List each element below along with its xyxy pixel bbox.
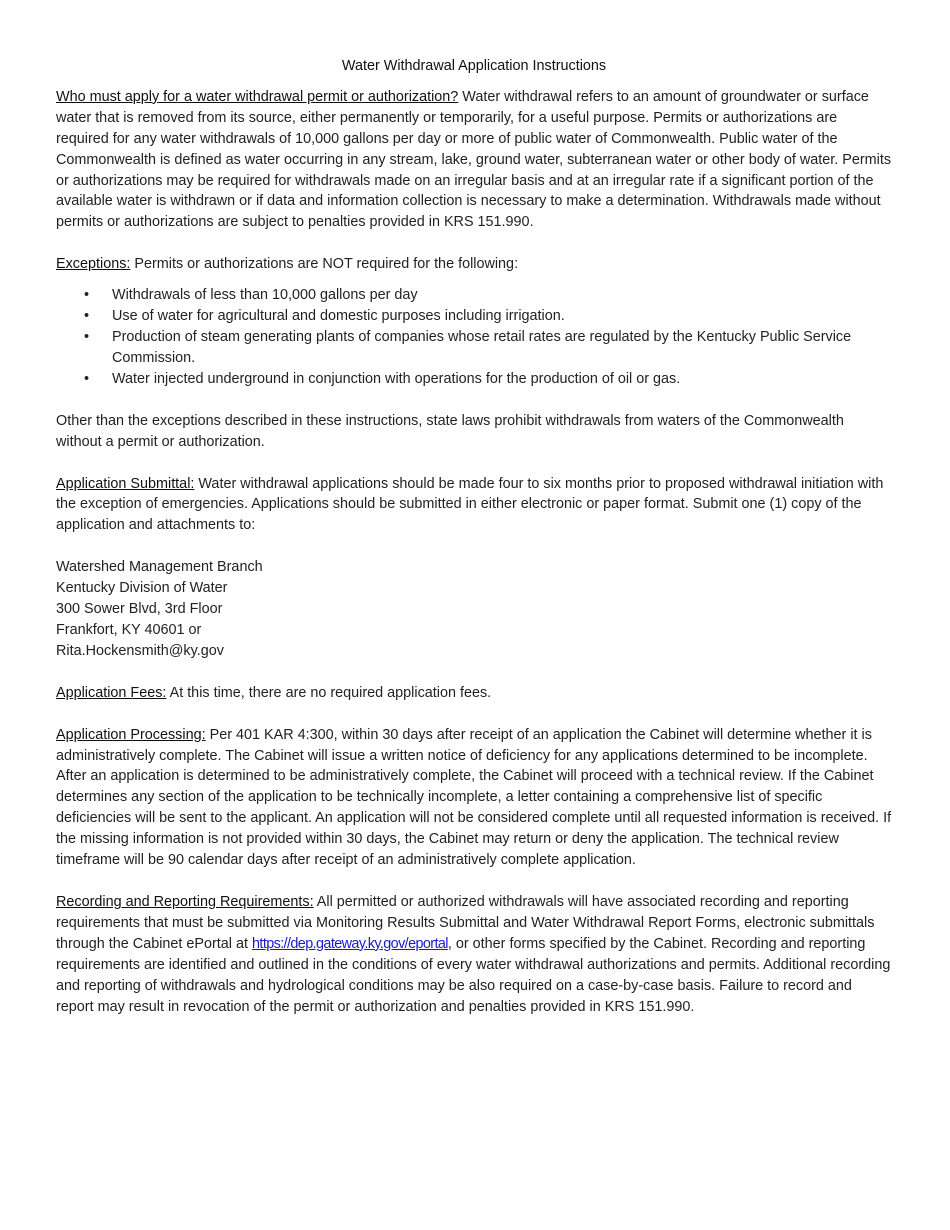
who-must-apply-body: Water withdrawal refers to an amount of groundwater or surface water that is removed from its source, either permanently or temporarily, for a useful purpose. Permits or authorizations are required for any water withdrawals of 10,000 gallons per day or more of public water of Commonwealth. Public water of the Commonwealth is defined as water occurring in any stream, lake, ground water, subterranean water or other body of water. Permits or authorizations may be required for withdrawals made on an irregular basis and at an irregular rate if a significant portion of the available water is withdrawn or if data and information collection is necessary to make a determination. Withdrawals made without permits or authorizations are subject to penalties provided in KRS 151.990. xyxy=(56,88,892,231)
mailing-address xyxy=(56,557,892,662)
address-city: Frankfort, KY 40601 or xyxy=(56,621,202,638)
address-street: 300 Sower Blvd, 3rd Floor xyxy=(56,601,223,618)
fees-paragraph xyxy=(56,683,892,704)
list-item xyxy=(56,369,892,390)
submittal-paragraph xyxy=(56,474,892,537)
recording-body-end: , or other forms specified by the Cabinet. Recording and reporting requirements are identified and outlined in the conditions of every water withdrawal authorizations and permits. Additional recording and reporting of withdrawals and hydrological conditions may be also required on a case-by-case basis. Failure to record and report may result in revocation of the permit or authorization and penalties provided in KRS 151.990. xyxy=(56,935,891,1015)
list-item-text: Water injected underground in conjunction with operations for the production of oil or gas. xyxy=(112,370,681,387)
eportal-link[interactable]: https://dep.gateway.ky.gov/eportal xyxy=(252,935,448,952)
fees-body: At this time, there are no required application fees. xyxy=(166,684,492,701)
bullet-icon: • xyxy=(84,328,90,345)
list-item xyxy=(56,306,892,327)
address-division: Kentucky Division of Water xyxy=(56,580,228,597)
submittal-heading: Application Submittal: xyxy=(56,475,195,492)
list-item-text: Withdrawals of less than 10,000 gallons per day xyxy=(112,287,418,304)
fees-heading: Application Fees: xyxy=(56,684,167,701)
processing-paragraph xyxy=(56,725,892,871)
exceptions-body: Permits or authorizations are NOT required for the following: xyxy=(130,256,519,273)
other-exceptions-paragraph: Other than the exceptions described in these instructions, state laws prohibit withdrawals from waters of the Commonwealth without a permit or authorization. xyxy=(56,412,844,450)
list-item-text: Production of steam generating plants of companies whose retail rates are regulated by the Kentucky Public Service Commission. xyxy=(112,328,852,366)
recording-paragraph xyxy=(56,892,892,1017)
bullet-icon: • xyxy=(84,287,90,304)
recording-heading: Recording and Reporting Requirements: xyxy=(56,894,314,910)
bullet-icon: • xyxy=(84,308,90,325)
address-email: Rita.Hockensmith@ky.gov xyxy=(56,642,224,659)
processing-heading: Application Processing: xyxy=(56,726,206,743)
exceptions-paragraph xyxy=(56,254,892,275)
list-item-text: Use of water for agricultural and domestic purposes including irrigation. xyxy=(112,308,565,325)
address-branch: Watershed Management Branch xyxy=(56,559,263,576)
document-page xyxy=(56,56,892,1038)
recording-body-start: All permitted or authorized withdrawals will have associated recording and reporting requirements that must be submitted via Monitoring Results Submittal and Water Withdrawal Report Forms, electronic submittals through the Cabinet ePortal at xyxy=(56,894,875,952)
bullet-icon: • xyxy=(84,370,90,387)
processing-body: Per 401 KAR 4:300, within 30 days after receipt of an application the Cabinet will determine whether it is administratively complete. The Cabinet will issue a written notice of deficiency for any applications determined to be incomplete. After an application is determined to be administratively complete, the Cabinet will proceed with a technical review. If the Cabinet determines any section of the application to be technically incomplete, a letter containing a comprehensive list of specific deficiencies will be sent to the applicant. An application will not be considered complete until all requested information is received. If the missing information is not provided within 30 days, the Cabinet may return or deny the application. The technical review timeframe will be 90 calendar days after receipt of an administratively complete application. xyxy=(56,726,892,869)
exceptions-list xyxy=(56,285,892,390)
who-must-apply-heading: Who must apply for a water withdrawal permit or authorization? xyxy=(56,88,459,105)
list-item xyxy=(56,327,892,369)
exceptions-heading: Exceptions: xyxy=(56,256,131,273)
who-must-apply-paragraph xyxy=(56,87,892,233)
submittal-body: Water withdrawal applications should be made four to six months prior to proposed withdrawal initiation with the exception of emergencies. Applications should be submitted in either electronic or paper format. Submit one (1) copy of the application and attachments to: xyxy=(56,475,884,534)
document-title: Water Withdrawal Application Instructions xyxy=(341,58,607,74)
list-item xyxy=(56,285,892,306)
